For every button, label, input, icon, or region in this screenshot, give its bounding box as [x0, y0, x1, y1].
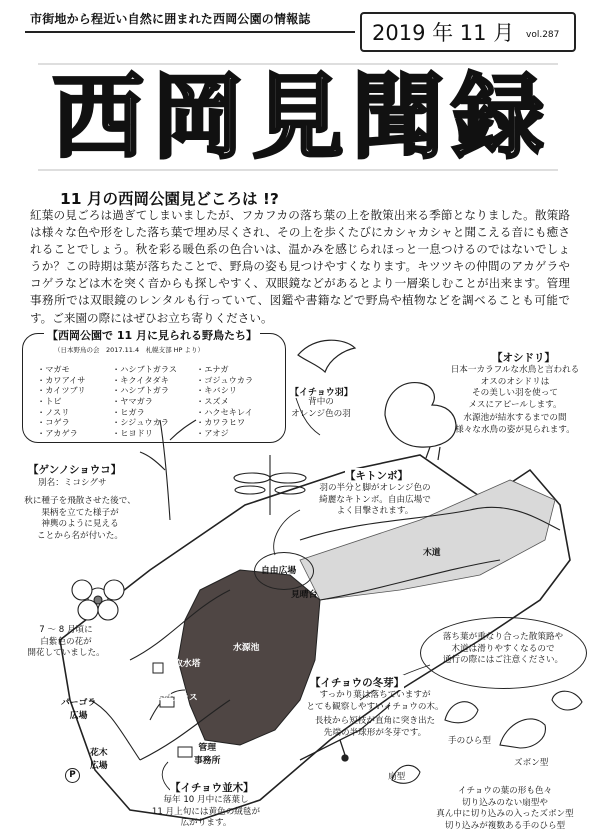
map-label-reservoir: 水源池: [233, 643, 260, 653]
leaf-types-text: イチョウの葉の形も色々 切り込みのない扇型や 真ん中に切り込みの入ったズボン型 切り込みが複数ある手のひら型: [436, 786, 574, 831]
bird-name: ・ヒヨドリ: [112, 428, 153, 438]
bird-name: ・キバシリ: [196, 385, 237, 395]
kitonbo-text: 羽の半分と脚がオレンジ色の 綺麗なキトンボ。自由広場で よく目撃されます。: [319, 483, 431, 517]
winterbud-title: 【イチョウの冬芽】: [310, 677, 405, 689]
feather-label: 【イチョウ羽】: [290, 385, 353, 398]
notice-text: 落ち葉が重なり合った散策路や 木道は滑りやすくなるので 通行の際にはご注意ください。: [442, 632, 564, 666]
bird-name: ・スズメ: [196, 396, 229, 406]
tagline: 市街地から程近い自然に囲まれた西岡公園の情報誌: [30, 12, 311, 26]
leaf-type-tenohira: 手のひら型: [448, 736, 491, 746]
winterbud-detail: 長枝から短枝が直角に突き出た 先端の半球形が冬芽です。: [314, 716, 436, 738]
bird-name: ・アオジ: [196, 428, 229, 438]
kitonbo-title: 【キトンボ】: [345, 470, 408, 482]
bird-name: ・コゲラ: [37, 417, 70, 427]
map-label-pergola-hiroba: パーゴラ 広場: [61, 698, 97, 721]
namiki-title: 【イチョウ並木】: [170, 782, 254, 794]
bird-name: ・ハシブトガラス: [112, 364, 178, 374]
bird-name: ・アカゲラ: [37, 428, 78, 438]
gennoshouko-text: 秋に種子を飛散させた後で、 果柄を立てた様子が 神輿のように見える ことから名が付いた。: [24, 496, 136, 541]
bird-name: ・トビ: [37, 396, 62, 406]
issue-date: 2019 年 11 月: [372, 21, 515, 45]
flower-note: 7 ～ 8 月頃に 白紫色の花が 開花していました。: [27, 625, 105, 659]
bird-name: ・エナガ: [196, 364, 229, 374]
parking-icon: P: [65, 768, 80, 783]
issue-volume: vol.287: [526, 30, 560, 40]
bird-name: ・ヒガラ: [112, 407, 145, 417]
masthead-char: 岡: [151, 63, 244, 171]
namiki-text: 毎年 10 月中に落葉し 11 月上旬には黄色の絨毯が 広がります。: [151, 795, 261, 829]
gennoshouko-title: 【ゲンノショウコ】: [28, 464, 122, 476]
bird-name: ・ハクセキレイ: [196, 407, 253, 417]
feather-caption: 背中の オレンジ色の羽: [291, 397, 351, 419]
article-headline: 11 月の西岡公園見どころは !?: [60, 190, 279, 208]
gennoshouko-alias: 別名：ミコシグサ: [38, 478, 107, 488]
bird-name: ・キクイタダキ: [112, 375, 169, 385]
bird-name: ・シジュウカラ: [112, 417, 169, 427]
masthead-char: 録: [451, 63, 544, 171]
bird-name: ・カワアイサ: [37, 375, 86, 385]
oshidori-note: 水源池が結氷するまでの間 様々な水鳥の姿が見られます。: [455, 413, 575, 435]
bird-name: ・ヤマガラ: [112, 396, 153, 406]
bird-name: ・カイツブリ: [37, 385, 86, 395]
bird-list-source: （日本野鳥の会 2017.11.4 札幌支部 HP より）: [54, 346, 205, 354]
map-label-jiyu-hiroba: 自由広場: [261, 566, 297, 576]
winterbud-text: すっかり葉は落ちていますが とても観察しやすいイチョウの木。: [306, 690, 444, 712]
bird-name: ・マガモ: [37, 364, 70, 374]
map-label-kaboku-hiroba: 花木 広場: [90, 748, 108, 771]
map-label-boardwalk: 木道: [423, 548, 441, 558]
map-label-intake-tower: 取水塔: [174, 659, 201, 669]
oshidori-text: 日本一カラフルな水鳥と言われる オスのオシドリは その美しい羽を使って メスにアピールします。: [450, 365, 580, 410]
bird-name: ・ノスリ: [37, 407, 70, 417]
bird-name: ・ゴジュウカラ: [196, 375, 254, 385]
map-label-miharashidai: 見晴台: [291, 590, 318, 600]
bird-name: ・ハシブトガラ: [112, 385, 170, 395]
masthead-char: 見: [251, 63, 344, 171]
masthead-char: 西: [51, 63, 144, 171]
bird-name: ・カワラヒワ: [196, 417, 246, 427]
feather-icon: [298, 340, 355, 372]
oshidori-title: 【オシドリ】: [492, 352, 555, 364]
leaf-type-zubon: ズボン型: [514, 758, 549, 768]
bird-list-title: 【西岡公園で 11 月に見られる野鳥たち】: [44, 327, 260, 343]
article-body: 紅葉の見ごろは過ぎてしまいましたが、フカフカの落ち葉の上を散策出来る季節となりました。散策路は様々な色や形をした落ち葉で埋め尽くされ、その上を歩くたびにカシャカシャと聞こえる音にも癒されることでしょう。秋を彩る暖色系の色合いは、温かみを感じられほっと一息つけるのではないでしょうか？この時期は葉が落ちたことで、野鳥の姿も見つけやすくなります。キツツキの仲間のアカゲラやコゲラなどは木を突く音からも探しやすく、双眼鏡などがあるとより一層楽しむことが出来ます。管理事務所では双眼鏡のレンタルも行っていて、図鑑や書籍などで野鳥や植物などを調べることも可能です。ご来園の際にはぜひお立ち寄りください。: [30, 208, 570, 325]
map-label-observation-terrace: 展望テラス: [154, 693, 198, 703]
masthead-char: 聞: [351, 63, 444, 171]
leaf-type-ougi: 扇型: [388, 772, 406, 782]
map-label-management-office: 管理 事務所: [194, 743, 221, 766]
